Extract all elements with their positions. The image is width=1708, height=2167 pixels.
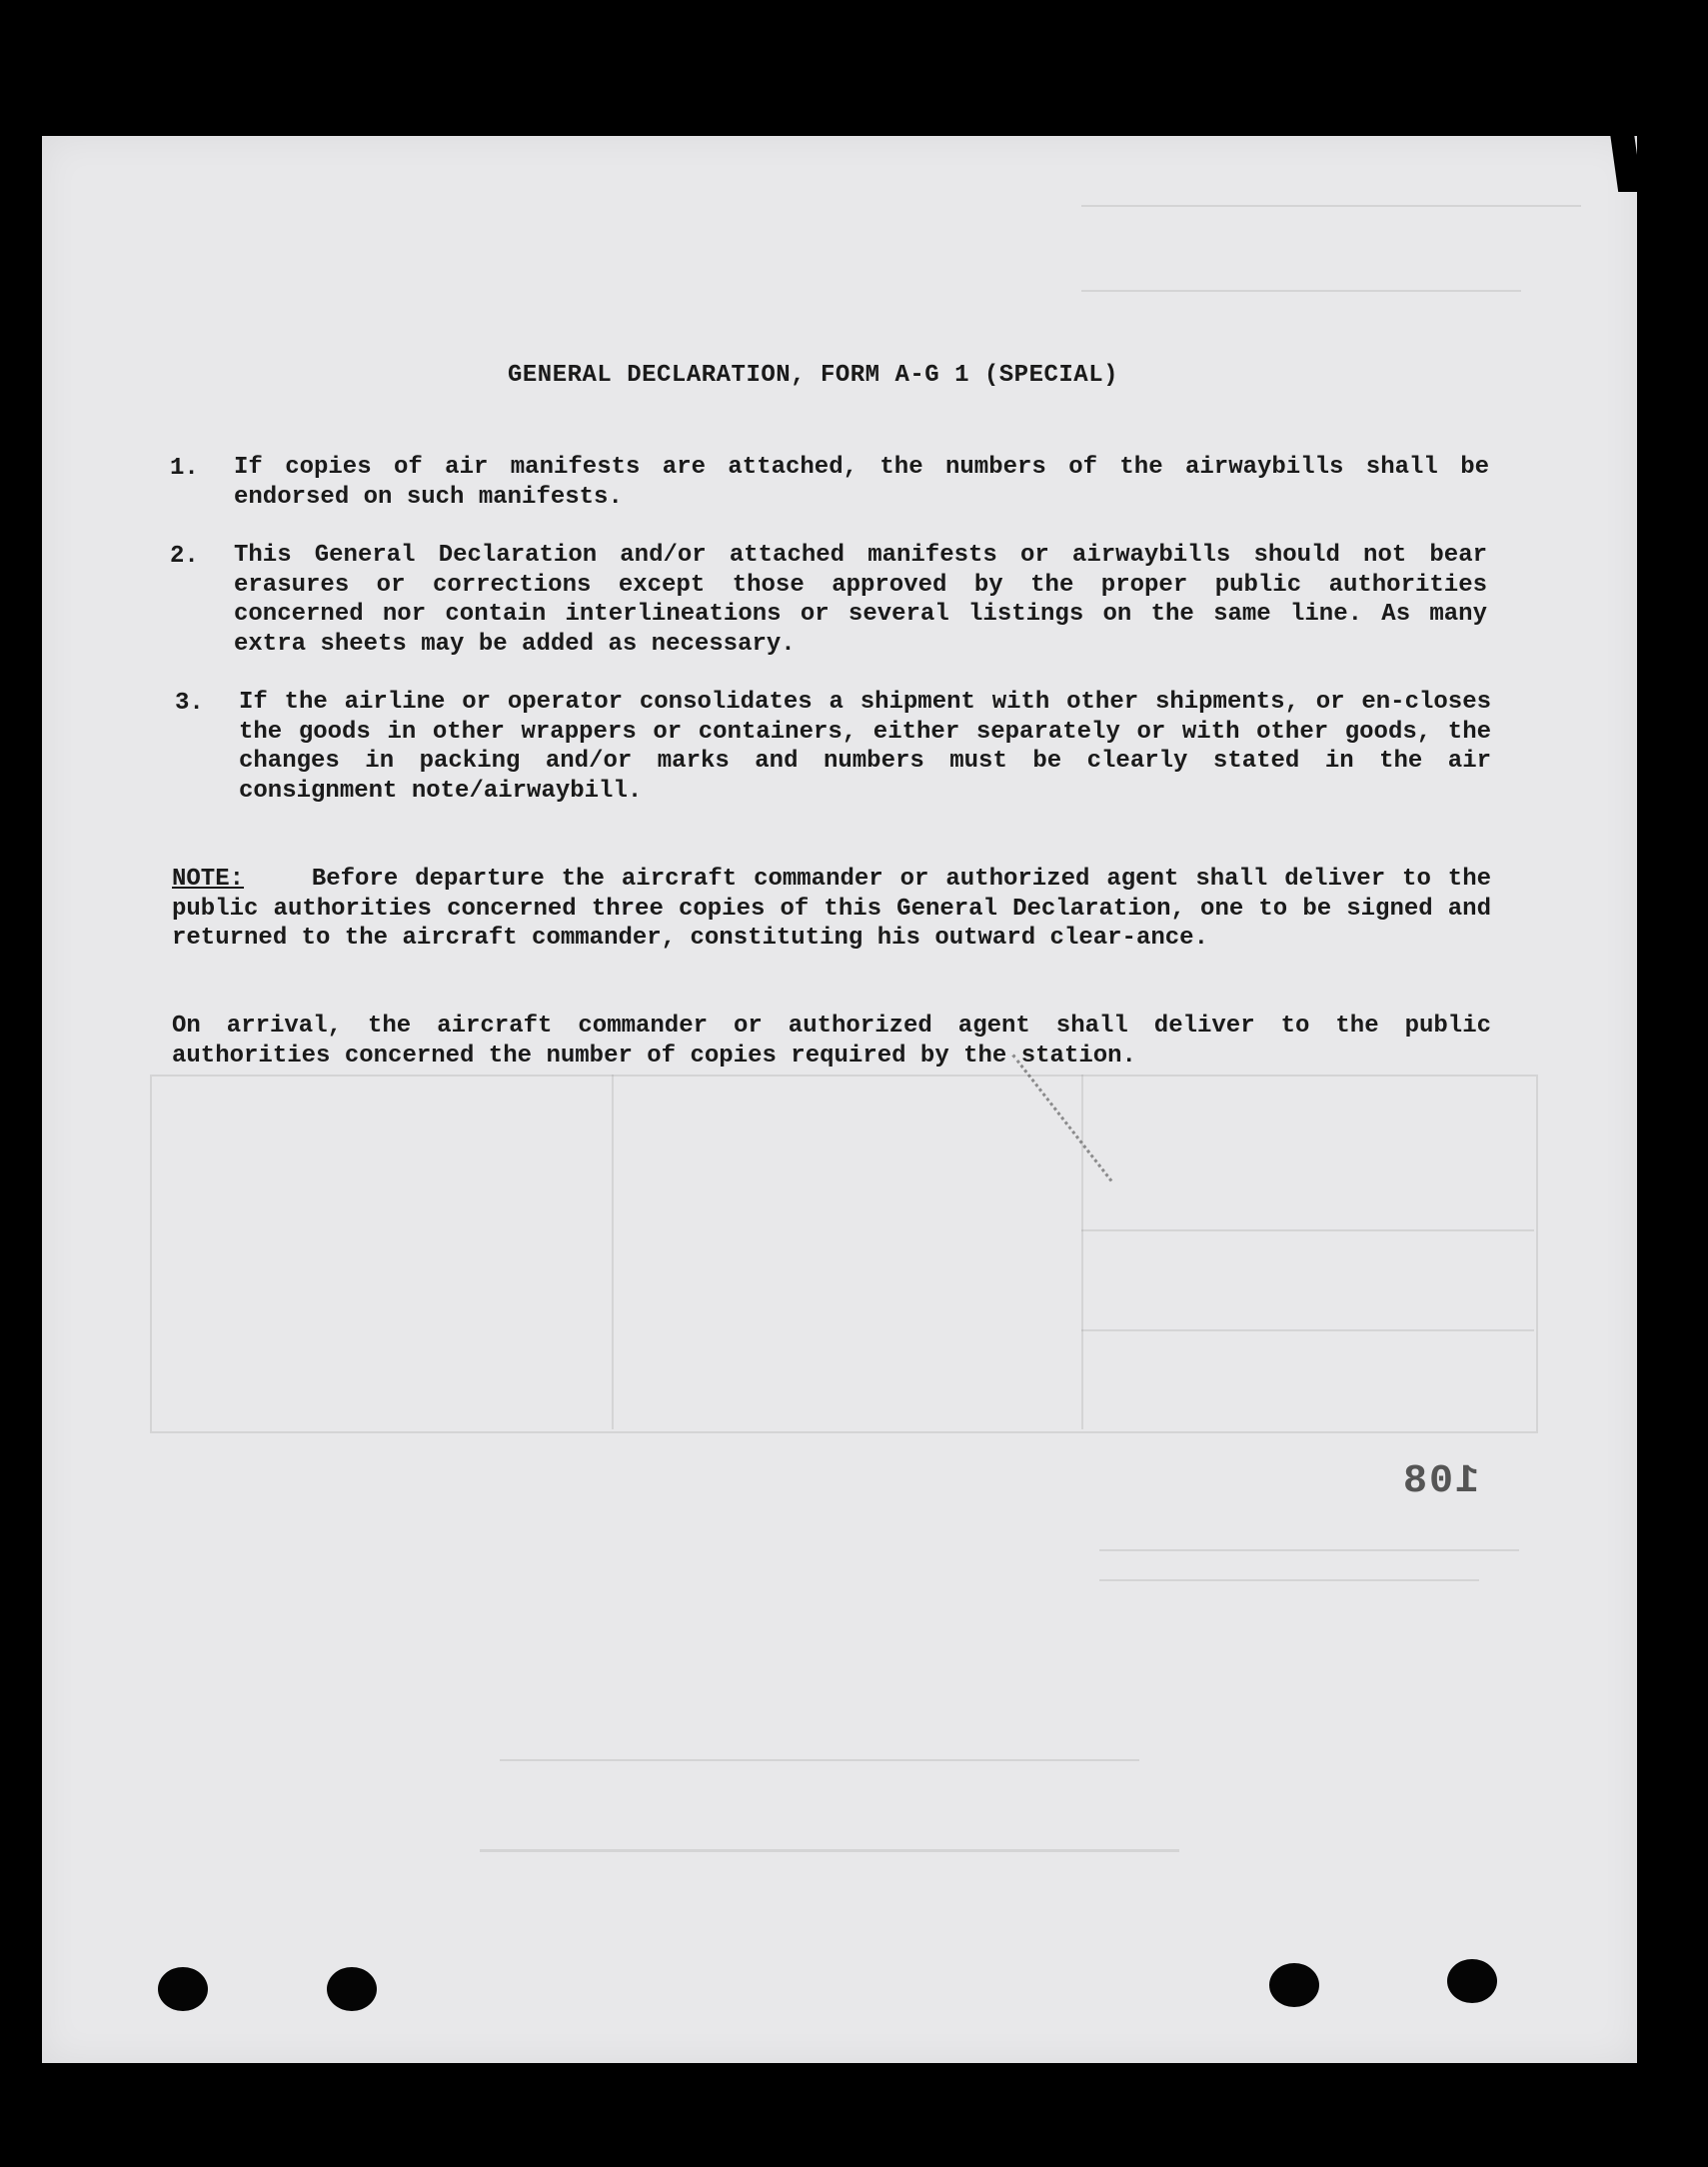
punch-hole [327,1967,377,2011]
bleed-through-divider [1099,1579,1479,1581]
bleed-through-divider [1081,205,1581,207]
item-text: If copies of air manifests are attached, the numbers of the airwaybills shall be endorsed on such manifests. [234,454,1489,511]
item-text: If the airline or operator consolidates a shipment with other shipments, or en-closes the goods in other wrappers or containers, either separately or with other goods, the changes in packing and/or marks and numbers must be clearly stated in the air consignment note/airwaybill. [239,689,1491,805]
bleed-through-divider [500,1759,1139,1761]
page-number: 108 [1401,1459,1480,1504]
item-number: 2. [170,543,199,570]
bleed-through-divider [1081,1229,1534,1231]
punch-hole [158,1967,208,2011]
document-title: GENERAL DECLARATION, FORM A-G 1 (SPECIAL) [508,362,1118,389]
item-number: 1. [170,455,199,482]
item-text: This General Declaration and/or attached manifests or airwaybills should not bear erasures or corrections except those approved by the proper public authorities concerned nor contain interlineations or several listings on the same line. As many extra sheets may be added as necessary. [234,542,1487,658]
note-spacer [244,866,312,893]
arrival-paragraph: On arrival, the aircraft commander or authorized agent shall deliver to the public authorities concerned the number of copies required by the station. [172,1013,1491,1070]
bleed-through-divider [1081,1329,1534,1331]
note-paragraph [172,865,1491,954]
bleed-through-divider [1081,290,1521,292]
note-label: NOTE: [172,866,245,893]
bleed-through-divider [612,1075,614,1429]
note-text: Before departure the aircraft commander or authorized agent shall deliver to the public authorities concerned three copies of this General Declaration, one to be signed and returned to the aircraft commander, constituting his outward clear-ance. [172,866,1492,952]
punch-hole [1447,1959,1497,2003]
bleed-through-form-box [150,1075,1538,1433]
item-number: 3. [175,690,204,717]
punch-hole [1269,1963,1319,2007]
bleed-through-divider [1099,1549,1519,1551]
bleed-through-divider [480,1849,1179,1852]
